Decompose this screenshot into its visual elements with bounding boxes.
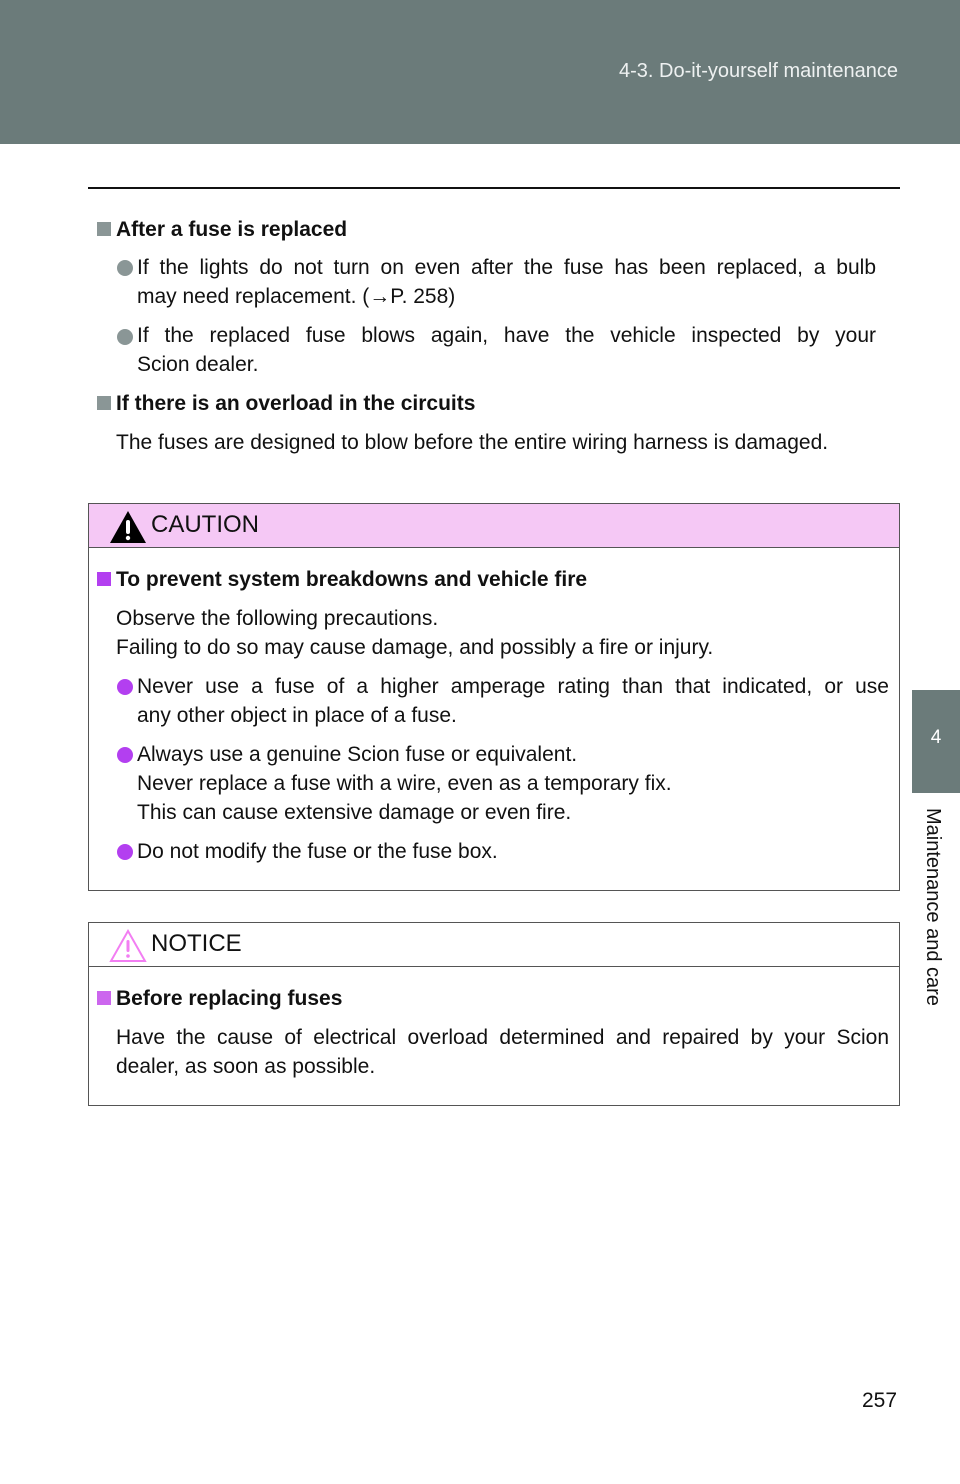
notice-heading: Before replacing fuses	[116, 987, 343, 1010]
text-line: any other object in place of a fuse.	[137, 704, 457, 727]
notice-header	[89, 923, 899, 967]
text-line: Have the cause of electrical overload determined and repaired by your Scion	[116, 1026, 889, 1049]
page-header	[0, 0, 960, 144]
warning-icon	[109, 510, 147, 544]
bullet-icon	[117, 260, 133, 276]
text-line: If the lights do not turn on even after the fuse has been replaced, a bulb	[137, 256, 876, 279]
bullet-icon	[117, 844, 133, 860]
chapter-label: Maintenance and care	[922, 808, 944, 1006]
text-line: dealer, as soon as possible.	[116, 1055, 376, 1078]
text-line: Never use a fuse of a higher amperage rating than that indicated, or use	[137, 675, 889, 698]
chapter-tab[interactable]: 4	[912, 690, 960, 793]
heading-after-fuse: After a fuse is replaced	[116, 218, 348, 241]
section-title: 4-3. Do-it-yourself maintenance	[618, 60, 898, 82]
caution-heading: To prevent system breakdowns and vehicle fire	[116, 568, 588, 591]
bullet-icon	[117, 679, 133, 695]
text-line: Always use a genuine Scion fuse or equivalent.	[137, 743, 578, 766]
text-line: This can cause extensive damage or even fire.	[137, 801, 572, 824]
text-line: Do not modify the fuse or the fuse box.	[137, 840, 498, 863]
notice-warning-icon	[109, 929, 147, 963]
text-line: If the replaced fuse blows again, have the vehicle inspected by your	[137, 324, 876, 347]
page-number: 257	[862, 1389, 898, 1412]
text-line: The fuses are designed to blow before the entire wiring harness is damaged.	[116, 431, 829, 454]
caution-label: CAUTION	[151, 511, 259, 538]
heading-overload: If there is an overload in the circuits	[116, 392, 476, 415]
text-line: Observe the following precautions.	[116, 607, 439, 630]
heading-marker-icon	[97, 572, 111, 586]
notice-label: NOTICE	[151, 930, 242, 957]
divider	[88, 187, 900, 189]
text-line: may need replacement. (→P. 258)	[137, 285, 456, 308]
text-line: Never replace a fuse with a wire, even as a temporary fix.	[137, 772, 672, 795]
text-line: Failing to do so may cause damage, and possibly a fire or injury.	[116, 636, 714, 659]
heading-marker-icon	[97, 396, 111, 410]
bullet-icon	[117, 747, 133, 763]
heading-marker-icon	[97, 222, 111, 236]
heading-marker-icon	[97, 991, 111, 1005]
text-line: Scion dealer.	[137, 353, 259, 376]
bullet-icon	[117, 329, 133, 345]
caution-header	[89, 504, 899, 548]
